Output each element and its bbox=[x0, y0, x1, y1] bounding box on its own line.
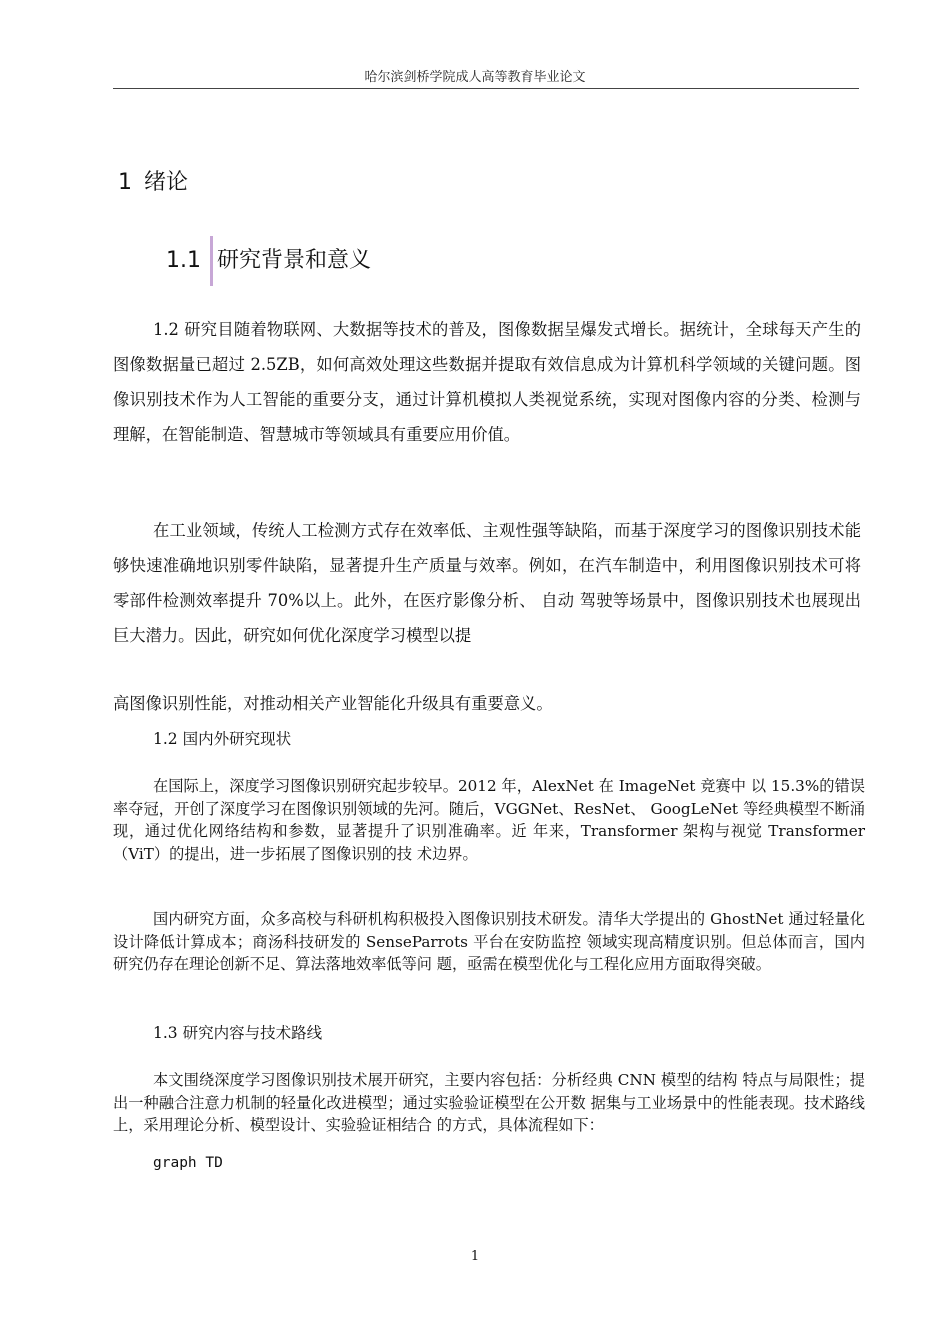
heading-marker-bar bbox=[210, 236, 213, 286]
paragraph-international: 在国际上，深度学习图像识别研究起步较早。2012 年，AlexNet 在 ImageNet 竞赛中 以 15.3%的错误率夺冠，开创了深度学习在图像识别领域的先河。随后，VGGNet、ResNet、 GoogLeNet 等经典模型不断涌现，通过优化网络结构和参数，显著提升了识别准确率。近 年来，Transformer 架构与视觉 Transformer（ViT）的提出，进一步拓展了图像识别的技 术边界。 bbox=[113, 777, 865, 863]
subsection-heading-1-3: 1.3 研究内容与技术路线 bbox=[153, 1024, 323, 1042]
paragraph-domestic: 国内研究方面，众多高校与科研机构积极投入图像识别技术研发。清华大学提出的 GhostNet 通过轻量化设计降低计算成本；商汤科技研发的 SenseParrots 平台在安防监控 领域实现高精度识别。但总体而言，国内研究仍存在理论创新不足、算法落地效率低等问 题，亟需在模型优化与工程化应用方面取得突破。 bbox=[113, 910, 865, 974]
paragraph-industry: 在工业领域，传统人工检测方式存在效率低、主观性强等缺陷，而基于深度学习的图像识别技术能够快速准确地识别零件缺陷，显著提升生产质量与效率。例如，在汽车制造中，利用图像识别技术可将零部件检测效率提升 70%以上。此外，在医疗影像分析、 自动 驾驶等场景中，图像识别技术也展现出巨大潜力。因此，研究如何优化深度学习模型以提 bbox=[113, 521, 861, 645]
chapter-number: 1 bbox=[118, 170, 132, 195]
paragraph-background: 1.2 研究目随着物联网、大数据等技术的普及，图像数据呈爆发式增长。据统计，全球每天产生的图像数据量已超过 2.5ZB，如何高效处理这些数据并提取有效信息成为计算机科学领域的关键问题。图像识别技术作为人工智能的重要分支，通过计算机模拟人类视觉系统，实现对图像内容的分类、检测与理解，在智能制造、智慧城市等领域具有重要应用价值。 bbox=[113, 320, 861, 444]
section-title: 研究背景和意义 bbox=[217, 248, 372, 273]
code-line: graph TD bbox=[153, 1155, 223, 1171]
section-heading bbox=[166, 236, 371, 286]
paragraph-research-content: 本文围绕深度学习图像识别技术展开研究，主要内容包括：分析经典 CNN 模型的结构 特点与局限性；提出一种融合注意力机制的轻量化改进模型；通过实验验证模型在公开数 据集与工业场景中的性能表现。技术路线上，采用理论分析、模型设计、实验验证相结合 的方式，具体流程如下： bbox=[113, 1071, 865, 1135]
section-number: 1.1 bbox=[166, 248, 201, 273]
page-header: 哈尔滨剑桥学院成人高等教育毕业论文 bbox=[364, 70, 586, 85]
header-rule bbox=[113, 88, 859, 89]
chapter-title: 绪论 bbox=[144, 170, 189, 195]
chapter-heading bbox=[118, 165, 188, 196]
page-number: 1 bbox=[470, 1249, 480, 1264]
paragraph-industry-end: 高图像识别性能，对推动相关产业智能化升级具有重要意义。 bbox=[113, 694, 553, 713]
subsection-heading-1-2: 1.2 国内外研究现状 bbox=[153, 730, 292, 748]
